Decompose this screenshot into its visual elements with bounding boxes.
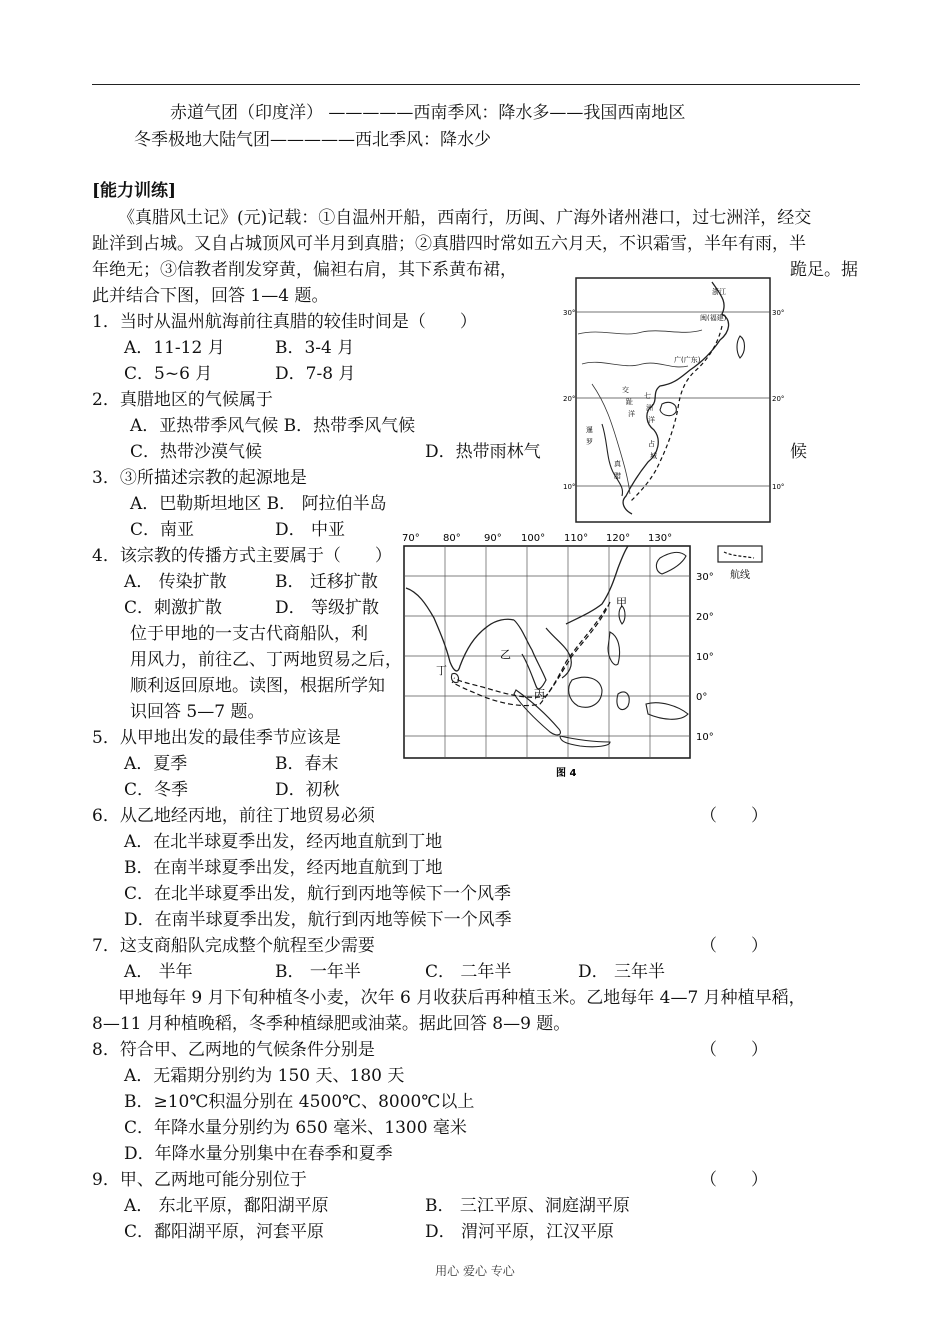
header-rule [92,84,860,85]
q8-option-d: D．年降水量分别集中在春季和夏季 [124,1144,393,1164]
map1-label-guang: 广(广东) [674,356,701,364]
map2-lat-label-10s: 10° [696,732,714,743]
map2-lat-label-10n: 10° [696,652,714,663]
map1-label-la: 腊 [614,472,621,480]
map2-lat-label-30: 30° [696,572,714,583]
q9-stem: 9．甲、乙两地可能分别位于 [92,1170,307,1190]
section-title: [能力训练] [92,181,177,201]
map2-caption: 图 4 [556,768,577,779]
q8-stem: 8．符合甲、乙两地的气候条件分别是 [92,1040,375,1060]
map1-label-luo: 罗 [586,438,593,446]
intro3-line-1: 甲地每年 9 月下旬种植冬小麦，次年 6 月收获后再种植玉米。乙地每年 4—7 月种植早稻， [118,988,806,1008]
map2-lon-label-70: 70° [402,533,420,544]
map2-lat-label-20: 20° [696,612,714,623]
map1-label-yang2: 洋 [648,416,655,424]
map1-label-zhi: 趾 [626,398,633,406]
q8-option-c: C．年降水量分别约为 650 毫米、1300 毫米 [124,1118,467,1138]
map1-label-zhou: 洲 [646,404,653,412]
q4-stem: 4．该宗教的传播方式主要属于（ ） [92,546,392,566]
q7-option-b: B． 一年半 [275,962,361,982]
q9-option-c: C．鄱阳湖平原，河套平原 [124,1222,325,1242]
page-footer: 用心 爱心 专心 [435,1264,515,1278]
q7-option-a: A． 半年 [124,962,193,982]
q3-option-d: D． 中亚 [275,520,346,540]
map2-lon-label-100: 100° [521,533,546,544]
q9-answer-paren: （ ） [700,1170,768,1190]
q1-option-b: B．3-4 月 [275,338,355,358]
q2-option-d-end: 候 [790,442,807,462]
map2-label-jia: 甲 [616,596,627,609]
q2-option-c: C．热带沙漠气候 [130,442,263,462]
q1-option-c: C．5~6 月 [124,364,213,384]
map1-label-zhejiang: 浙江 [712,288,726,296]
map2-label-ding: 丁 [436,664,447,677]
q9-option-a: A． 东北平原，鄱阳湖平原 [124,1196,329,1216]
q5-option-d: D．初秋 [275,780,340,800]
q7-option-c: C． 二年半 [425,962,512,982]
map2-legend-box [718,546,762,562]
map1-label-yang1: 洋 [628,410,635,418]
q4-option-d: D． 等级扩散 [275,598,380,618]
map1-lat-label-30-right: 30° [772,309,785,317]
q6-answer-paren: （ ） [700,806,768,826]
map1-lat-label-20-right: 20° [772,395,785,403]
map1-label-cheng: 城 [650,452,657,460]
q7-option-d: D． 三年半 [578,962,666,982]
q7-answer-paren: （ ） [700,936,768,956]
q8-option-a: A．无霜期分别约为 150 天、180 天 [124,1066,405,1086]
map1-frame [576,278,770,522]
q3-option-c: C．南亚 [130,520,195,540]
top-line-1: 赤道气团（印度洋） —————西南季风：降水多——我国西南地区 [170,103,686,123]
q1-option-d: D．7-8 月 [275,364,356,384]
map2-lon-label-120: 120° [606,533,631,544]
intro3-line-2: 8—11 月种植晚稻，冬季种植绿肥或油菜。据此回答 8—9 题。 [92,1014,571,1034]
intro-line-2: 趾洋到占城。又自占城顶风可半月到真腊；②真腊四时常如五六月天，不识霜雪，半年有雨，半 [92,234,806,254]
intro-line-3b: 跪足。据 [790,260,858,280]
map2-lat-label-0: 0° [696,692,708,703]
q4-option-a: A． 传染扩散 [124,572,227,592]
q9-option-b: B． 三江平原、洞庭湖平原 [425,1196,630,1216]
q2-option-d: D．热带雨林气 [425,442,541,462]
q6-stem: 6．从乙地经丙地，前往丁地贸易必须 [92,806,375,826]
top-line-2: 冬季极地大陆气团—————西北季风：降水少 [134,130,491,150]
q8-answer-paren: （ ） [700,1040,768,1060]
q6-option-a: A．在北半球夏季出发，经丙地直航到丁地 [124,832,443,852]
map1-label-zhen: 真 [614,460,621,468]
map1-lat-label-10-right: 10° [772,483,785,491]
q7-stem: 7．这支商船队完成整个航程至少需要 [92,936,375,956]
q3-stem: 3．③所描述宗教的起源地是 [92,468,307,488]
zhenla-route-map [562,274,785,524]
map1-lat-label-20-left: 20° [563,395,576,403]
q4-option-b: B． 迁移扩散 [275,572,378,592]
q2-option-ab: A．亚热带季风气候 B．热带季风气候 [130,416,416,436]
q5-option-c: C．冬季 [124,780,189,800]
intro-line-1: 《真腊风土记》(元)记载：①自温州开船，西南行，历闽、广海外诸州港口，过七洲洋，经交 [118,208,812,228]
trade-route-map [396,528,776,786]
q5-option-a: A．夏季 [124,754,188,774]
map1-label-jiao: 交 [622,386,629,394]
intro2-line-4: 识回答 5—7 题。 [130,702,265,722]
map1-label-zhan: 占 [648,440,655,448]
q3-option-ab: A．巴勒斯坦地区 B． 阿拉伯半岛 [130,494,387,514]
intro2-line-2: 用风力，前往乙、丁两地贸易之后， [130,650,402,670]
q6-option-d: D．在南半球夏季出发，航行到丙地等候下一个风季 [124,910,512,930]
q8-option-b: B．≥10℃积温分别在 4500℃、8000℃以上 [124,1092,475,1112]
q9-option-d: D． 渭河平原，江汉平原 [425,1222,615,1242]
map2-lon-label-90: 90° [484,533,502,544]
map2-legend-label: 航线 [730,570,750,581]
map1-label-min: 闽(福建) [700,314,727,322]
intro2-line-3: 顺利返回原地。读图，根据所学知 [130,676,385,696]
map1-label-xian: 暹 [586,426,593,434]
map1-lat-label-30-left: 30° [563,309,576,317]
map2-lon-label-80: 80° [443,533,461,544]
q6-option-b: B．在南半球夏季出发，经丙地直航到丁地 [124,858,443,878]
q2-stem: 2．真腊地区的气候属于 [92,390,273,410]
map1-lat-label-10-left: 10° [563,483,576,491]
q1-stem: 1．当时从温州航海前往真腊的较佳时间是（ ） [92,312,477,332]
q4-option-c: C．刺激扩散 [124,598,223,618]
map2-lon-label-110: 110° [564,533,589,544]
q5-stem: 5．从甲地出发的最佳季节应该是 [92,728,341,748]
q6-option-c: C．在北半球夏季出发，航行到丙地等候下一个风季 [124,884,512,904]
map2-label-bing: 丙 [534,688,545,701]
map1-label-qi: 七 [644,392,651,400]
map2-lon-label-130: 130° [648,533,673,544]
map2-label-yi: 乙 [500,648,511,661]
q1-option-a: A．11-12 月 [124,338,225,358]
intro2-line-1: 位于甲地的一支古代商船队，利 [130,624,368,644]
q5-option-b: B．春末 [275,754,339,774]
intro-line-4: 此并结合下图，回答 1—4 题。 [92,286,329,306]
intro-line-3a: 年绝无；③信教者削发穿黄，偏袒右肩，其下系黄布裙， [92,260,517,280]
